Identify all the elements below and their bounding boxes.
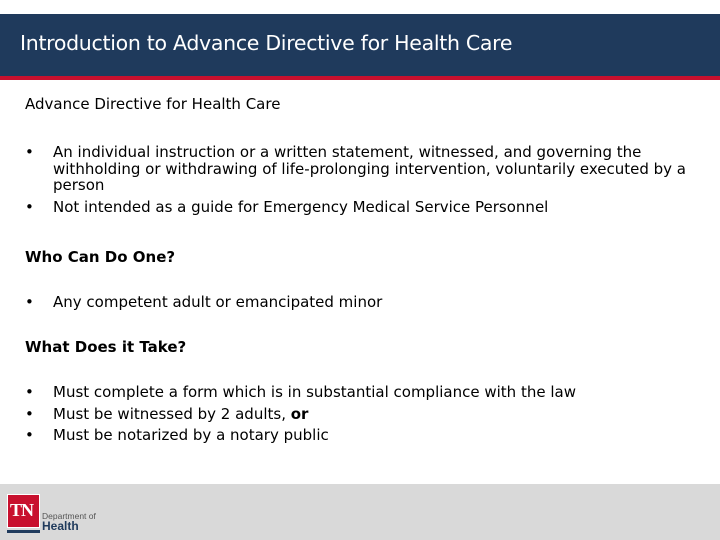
bullet-text: Not intended as a guide for Emergency Medical Service Personnel <box>53 197 549 216</box>
bullet-icon: • <box>25 293 34 311</box>
bullet-text: An individual instruction or a written statement, witnessed, and governing the withholding or withdrawing of life-prolonging intervention, voluntarily executed by a person <box>53 143 686 194</box>
list-item <box>25 199 693 216</box>
intro-bullet-list <box>25 144 693 215</box>
logo-underline <box>7 530 40 533</box>
bullet-text: Must complete a form which is in substantial compliance with the law <box>53 383 576 401</box>
bullet-icon: • <box>25 383 34 401</box>
list-item <box>25 294 693 311</box>
list-item <box>25 384 693 401</box>
bullet-text: Must be notarized by a notary public <box>53 426 329 444</box>
bullet-text: Must be witnessed by 2 adults, <box>53 404 286 423</box>
list-item <box>25 427 693 444</box>
tn-logo-text: TN <box>10 500 34 520</box>
what-bullet-list <box>25 384 693 444</box>
bullet-icon: • <box>25 404 34 423</box>
list-item <box>25 144 693 194</box>
tn-health-logo <box>7 494 107 534</box>
bullet-icon: • <box>25 426 34 444</box>
health-label: Health <box>42 519 79 533</box>
tn-logo-icon <box>7 494 40 528</box>
section-heading-what: What Does it Take? <box>25 338 187 356</box>
bullet-text: Any competent adult or emancipated minor <box>53 293 383 311</box>
footer-band <box>0 484 720 540</box>
bullet-emphasis: or <box>290 404 309 423</box>
section-heading-advance-directive: Advance Directive for Health Care <box>25 95 281 113</box>
bullet-icon: • <box>25 197 34 216</box>
slide-title: Introduction to Advance Directive for Health Care <box>20 31 513 55</box>
title-accent-rule <box>0 76 720 80</box>
section-heading-who: Who Can Do One? <box>25 248 176 266</box>
who-bullet-list <box>25 294 693 311</box>
list-item <box>25 406 693 423</box>
department-label: Department of <box>42 511 96 521</box>
bullet-icon: • <box>25 143 34 161</box>
